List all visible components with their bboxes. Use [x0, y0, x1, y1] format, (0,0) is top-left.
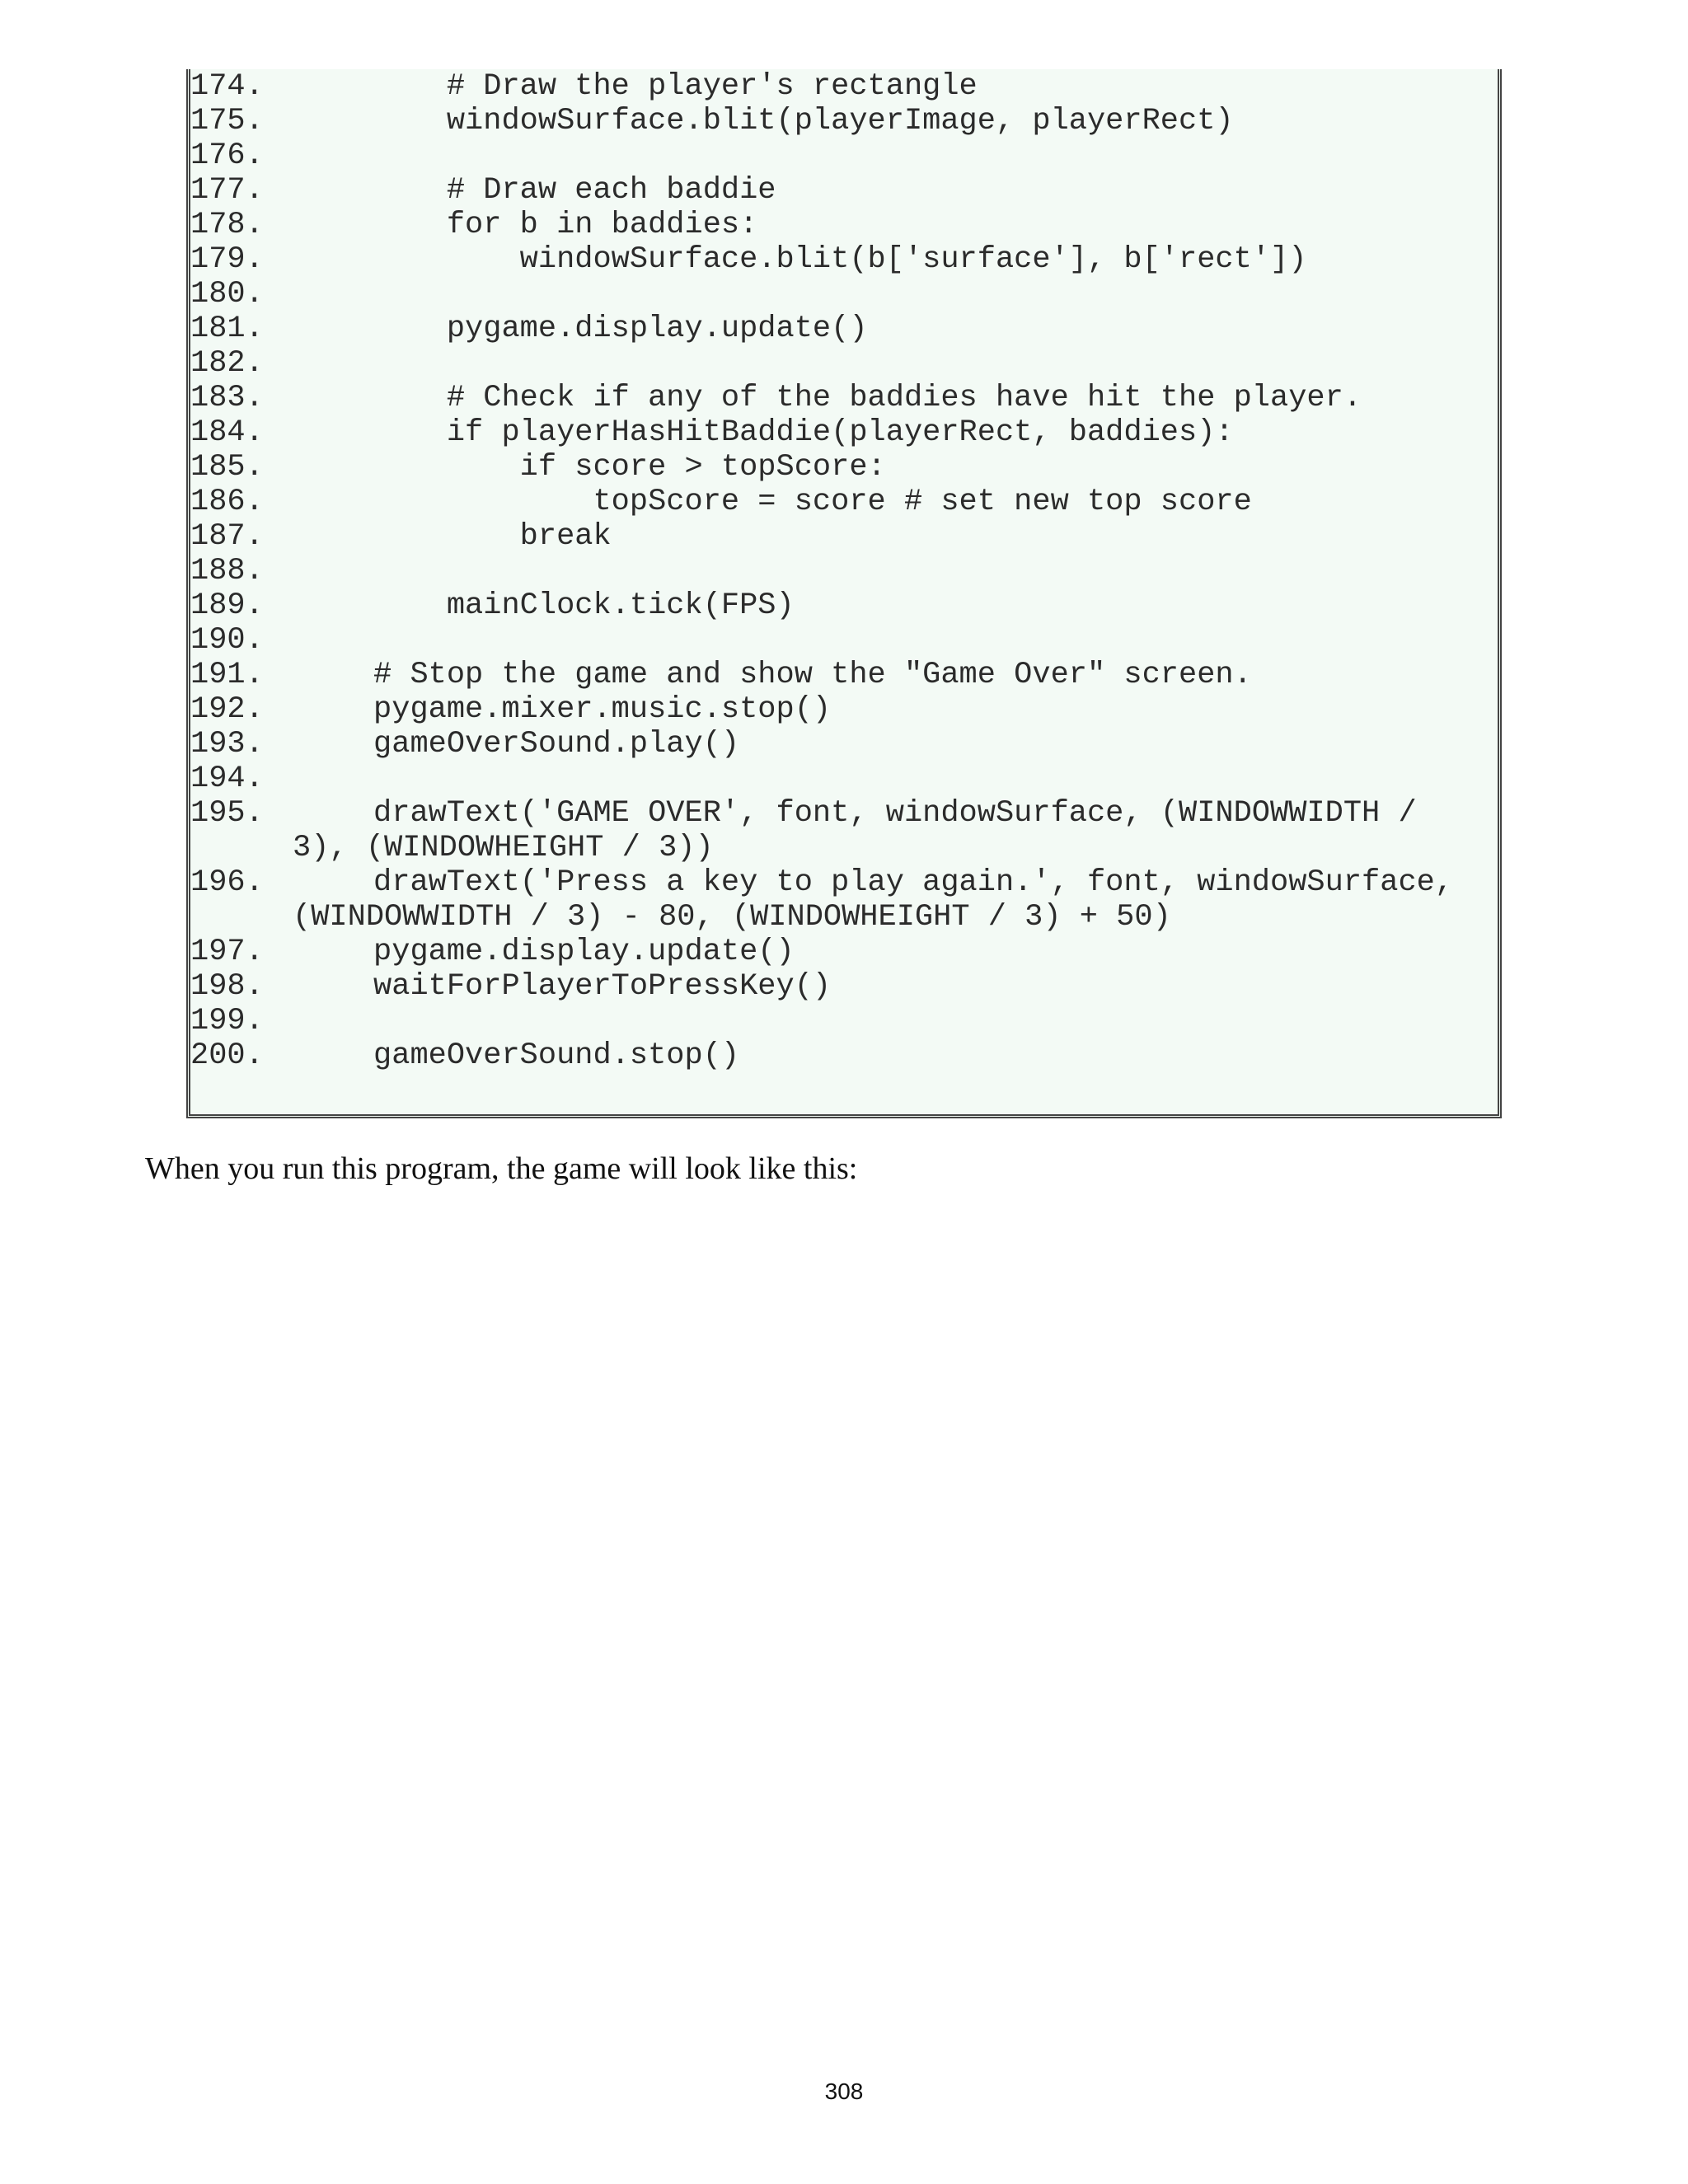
code-line-193: 193. gameOverSound.play() — [190, 727, 740, 762]
page-number: 308 — [824, 2079, 864, 2104]
code-line-194: 194. — [190, 762, 264, 796]
code-line-192: 192. pygame.mixer.music.stop() — [190, 692, 832, 727]
code-line-179: 179. windowSurface.blit(b['surface'], b['rect']) — [190, 242, 1307, 277]
code-line-184: 184. if playerHasHitBaddie(playerRect, baddies): — [190, 415, 1234, 450]
code-line-195-continued: 3), (WINDOWHEIGHT / 3)) — [293, 831, 714, 865]
code-line-182: 182. — [190, 346, 264, 381]
code-line-190: 190. — [190, 623, 264, 658]
code-line-195: 195. drawText('GAME OVER', font, windowSurface, (WINDOWWIDTH / — [190, 796, 1417, 831]
code-line-199: 199. — [190, 1004, 264, 1038]
code-line-178: 178. for b in baddies: — [190, 208, 758, 242]
code-line-174: 174. # Draw the player's rectangle — [190, 69, 978, 104]
code-line-197: 197. pygame.display.update() — [190, 935, 795, 969]
code-line-196: 196. drawText('Press a key to play again.', font, windowSurface, — [190, 865, 1454, 900]
code-line-187: 187. break — [190, 519, 612, 554]
code-line-189: 189. mainClock.tick(FPS) — [190, 588, 795, 623]
code-line-188: 188. — [190, 554, 264, 588]
code-line-198: 198. waitForPlayerToPressKey() — [190, 969, 832, 1004]
body-paragraph: When you run this program, the game will look like this: — [145, 1151, 858, 1186]
code-line-186: 186. topScore = score # set new top score — [190, 485, 1252, 519]
code-line-191: 191. # Stop the game and show the "Game Over" screen. — [190, 658, 1252, 692]
code-line-177: 177. # Draw each baddie — [190, 173, 776, 208]
code-line-183: 183. # Check if any of the baddies have hit the player. — [190, 381, 1362, 415]
code-listing — [190, 69, 1453, 1073]
code-listing-box — [186, 69, 1502, 1118]
code-line-185: 185. if score > topScore: — [190, 450, 886, 485]
code-line-175: 175. windowSurface.blit(playerImage, playerRect) — [190, 104, 1234, 138]
code-line-196-continued: (WINDOWWIDTH / 3) - 80, (WINDOWHEIGHT / 3) + 50) — [293, 900, 1171, 935]
code-line-180: 180. — [190, 277, 264, 312]
code-line-200: 200. gameOverSound.stop() — [190, 1038, 740, 1073]
code-line-181: 181. pygame.display.update() — [190, 312, 868, 346]
code-line-176: 176. — [190, 138, 264, 173]
